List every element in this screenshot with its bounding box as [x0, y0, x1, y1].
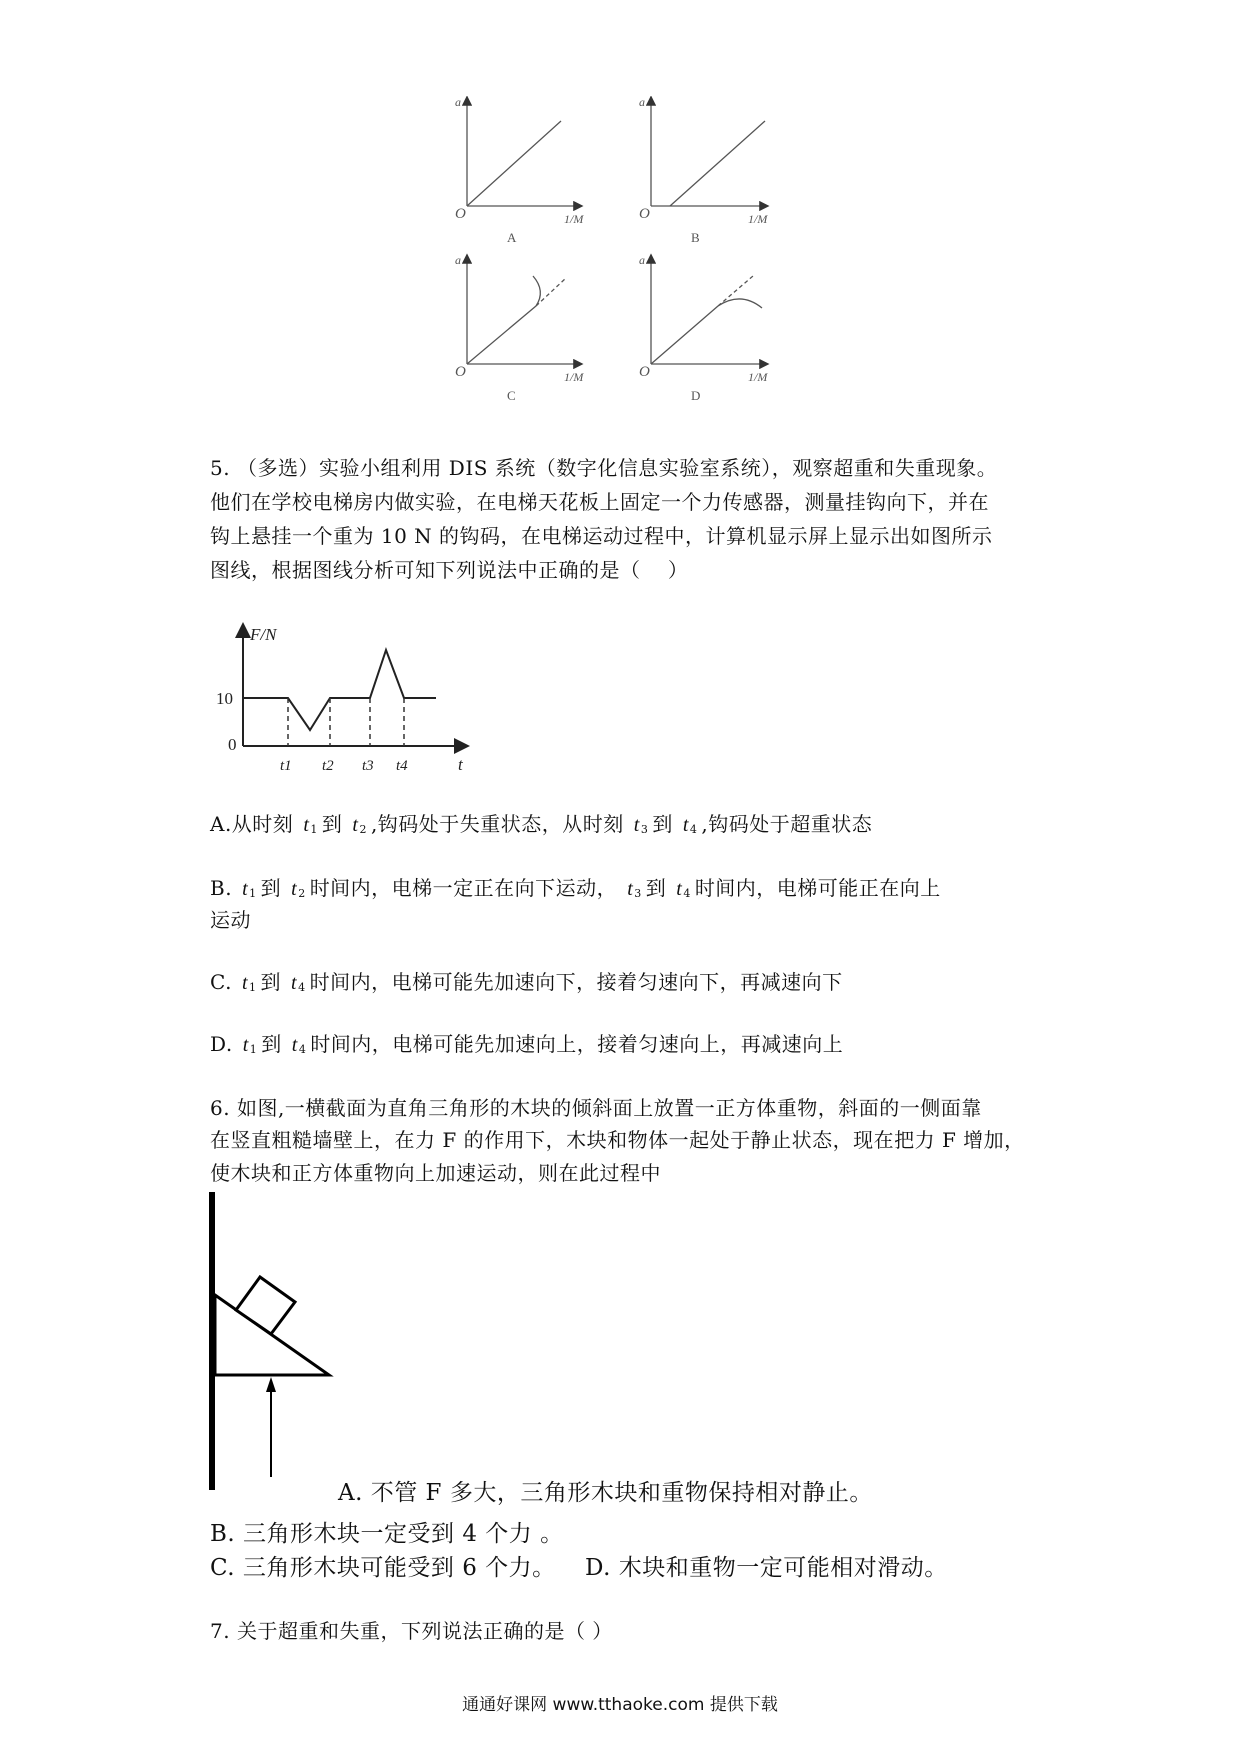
t4-label: t4: [396, 758, 408, 774]
var-t: t: [676, 878, 683, 900]
graph-d-panel-label: D: [691, 388, 701, 403]
graph-c-panel-label: C: [507, 388, 516, 403]
subscript: 3: [640, 823, 649, 836]
graph-d-x-label: 1/M: [748, 370, 768, 384]
q5-option-c: [210, 966, 843, 995]
graph-a-y-label: a: [455, 96, 461, 109]
q6-line-3: 使木块和正方体重物向上加速运动，则在此过程中: [210, 1161, 661, 1185]
t3-label: t3: [362, 758, 374, 774]
origin-label: 0: [228, 735, 237, 754]
t1-label: t1: [280, 758, 292, 774]
graph-d-y-label: a: [639, 253, 645, 267]
q5-option-a: [210, 808, 872, 837]
y-axis-label: F/N: [250, 625, 277, 644]
option-d-text: D.: [210, 1032, 233, 1056]
x-axis-label: t: [458, 755, 463, 774]
force-arrow-head: [266, 1377, 276, 1392]
subscript: 4: [683, 887, 691, 900]
graph-b-line: [670, 121, 765, 206]
graph-c-curve: [533, 276, 540, 306]
option-a-text: 到: [321, 812, 343, 836]
subscript: 2: [298, 887, 306, 900]
graph-c-origin: O: [455, 364, 466, 380]
var-t: t: [241, 972, 249, 994]
q6-option-c: C. 三角形木块可能受到 6 个力。: [210, 1555, 556, 1581]
y-tick-10: 10: [216, 689, 233, 708]
var-t: t: [627, 878, 634, 900]
option-d-text: 到: [261, 1032, 282, 1056]
var-t: t: [303, 814, 310, 836]
option-a-text: A.从时刻: [210, 812, 294, 836]
subscript: 4: [298, 1043, 307, 1056]
option-b-text: 到: [260, 876, 282, 900]
var-t: t: [291, 1034, 298, 1056]
q6-option-d: D. 木块和重物一定可能相对滑动。: [585, 1555, 948, 1581]
graph-b-origin: O: [639, 206, 650, 222]
q5-line-1: 5. （多选）实验小组利用 DIS 系统（数字化信息实验室系统），观察超重和失重现象。: [210, 456, 998, 480]
option-c-text: 时间内，电梯可能先加速向下，接着匀速向下，再减速向下: [309, 970, 843, 994]
subscript: 1: [249, 887, 257, 900]
t2-label: t2: [322, 758, 334, 774]
graph-b-x-label: 1/M: [748, 212, 768, 226]
graph-b: [651, 98, 767, 206]
q7-line: 7. 关于超重和失重，下列说法正确的是（ ）: [210, 1619, 613, 1643]
q6-line-1: 6. 如图,一横截面为直角三角形的木块的倾斜面上放置一正方体重物，斜面的一侧面靠: [210, 1096, 982, 1120]
subscript: 2: [359, 823, 367, 836]
option-b-text: 到: [645, 876, 667, 900]
q5-option-d: [210, 1028, 843, 1057]
option-b-text: 时间内，电梯一定正在向下运动，: [309, 876, 618, 900]
graph-b-panel-label: B: [691, 230, 700, 245]
q5-line-3: 钩上悬挂一个重为 10 N 的钩码，在电梯运动过程中，计算机显示屏上显示出如图所示: [210, 524, 993, 548]
subscript: 3: [634, 887, 642, 900]
var-t: t: [633, 814, 640, 836]
graph-a-panel-label: A: [507, 230, 517, 245]
acceleration-graphs-figure: [451, 96, 791, 418]
force-line: [243, 650, 436, 730]
graph-a-origin: O: [455, 206, 466, 222]
q5-option-b: [210, 872, 941, 901]
graph-a-x-label: 1/M: [564, 212, 584, 226]
q5-line-4: 图线，根据图线分析可知下列说法中正确的是（ ）: [210, 558, 689, 582]
var-t: t: [242, 878, 249, 900]
q6-option-a: A. 不管 F 多大，三角形木块和重物保持相对静止。: [338, 1480, 873, 1506]
graph-c: [467, 256, 581, 364]
subscript: 4: [298, 981, 306, 994]
var-t: t: [352, 814, 359, 836]
option-a-text: ,钩码处于超重状态: [701, 812, 873, 836]
option-a-text: ,钩码处于失重状态，从时刻: [370, 812, 624, 836]
subscript: 4: [689, 823, 698, 836]
graph-a-line: [467, 121, 561, 206]
subscript: 1: [249, 1043, 258, 1056]
subscript: 1: [249, 981, 257, 994]
graph-d-origin: O: [639, 364, 650, 380]
force-time-chart: [208, 614, 478, 780]
option-c-text: 到: [260, 970, 282, 994]
option-b-text: B.: [210, 876, 233, 900]
footer-source: 通通好课网 www.tthaoke.com 提供下载: [462, 1695, 778, 1715]
graph-c-y-label: a: [455, 253, 461, 267]
subscript: 1: [310, 823, 318, 836]
q6-line-2: 在竖直粗糙墙壁上，在力 F 的作用下，木块和物体一起处于静止状态，现在把力 F 增加，: [210, 1128, 1025, 1152]
option-b-text: 时间内，电梯可能正在向上: [694, 876, 941, 900]
graph-d: [651, 256, 767, 364]
wedge-wall-diagram: [205, 1192, 345, 1494]
var-t: t: [291, 972, 298, 994]
graph-a: [467, 98, 581, 206]
cube-weight: [236, 1277, 295, 1334]
graph-c-x-label: 1/M: [564, 370, 584, 384]
q5-option-b-line-2: 运动: [210, 908, 251, 932]
q5-line-2: 他们在学校电梯房内做实验，在电梯天花板上固定一个力传感器，测量挂钩向下，并在: [210, 490, 989, 514]
graph-b-y-label: a: [639, 96, 645, 109]
option-a-text: 到: [652, 812, 673, 836]
var-t: t: [682, 814, 689, 836]
var-t: t: [242, 1034, 249, 1056]
option-d-text: 时间内，电梯可能先加速向上，接着匀速向上，再减速向上: [310, 1032, 844, 1056]
q6-option-b: B. 三角形木块一定受到 4 个力 。: [210, 1521, 564, 1547]
option-c-text: C.: [210, 970, 232, 994]
var-t: t: [291, 878, 298, 900]
